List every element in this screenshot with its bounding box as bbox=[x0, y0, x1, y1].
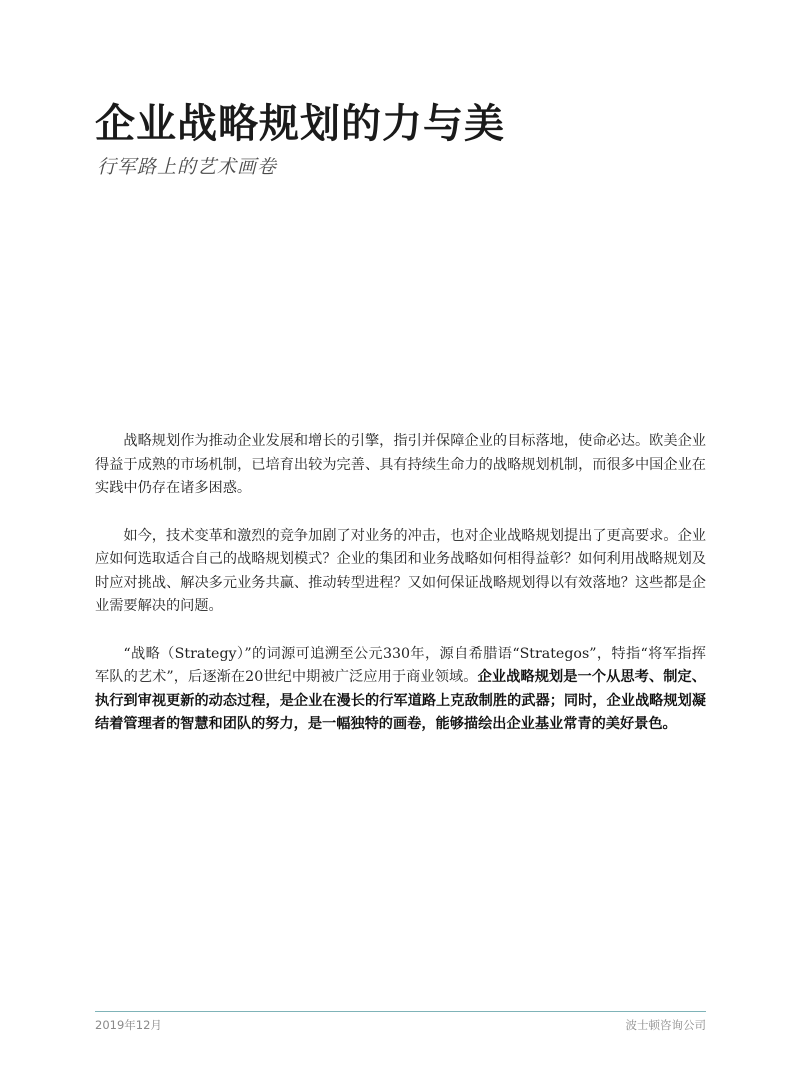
paragraph-3 bbox=[95, 643, 706, 737]
paragraph-2: 如今，技术变革和激烈的竞争加剧了对业务的冲击，也对企业战略规划提出了更高要求。企业应如何选取适合自己的战略规划模式？企业的集团和业务战略如何相得益彰？如何利用战略规划及时应对挑战、解决多元业务共赢、推动转型进程？又如何保证战略规划得以有效落地？这些都是企业需要解决的问题。 bbox=[95, 527, 706, 614]
footer-date: 2019年12月 bbox=[95, 1018, 162, 1032]
paragraph-3-text: “战略（Strategy）”的词源可追溯至公元330年，源自希腊语“Strategos”，特指“将军指挥军队的艺术”，后逐渐在20世纪中期被广泛应用于商业领域。 bbox=[95, 645, 706, 685]
article-body bbox=[95, 430, 706, 761]
page-subtitle: 行军路上的艺术画卷 bbox=[97, 156, 278, 178]
paragraph-1: 战略规划作为推动企业发展和增长的引擎，指引并保障企业的目标落地，使命必达。欧美企业得益于成熟的市场机制，已培育出较为完善、具有持续生命力的战略规划机制，而很多中国企业在实践中仍存在诸多困惑。 bbox=[95, 433, 706, 496]
paragraph-3-bold-text: 企业战略规划是一个从思考、制定、执行到审视更新的动态过程，是企业在漫长的行军道路上克敌制胜的武器；同时，企业战略规划凝结着管理者的智慧和团队的努力，是一幅独特的画卷，能够描绘出企业基业常青的美好景色。 bbox=[95, 669, 706, 732]
footer-company: 波士顿咨询公司 bbox=[625, 1018, 706, 1032]
footer-divider bbox=[95, 1011, 706, 1012]
page-title: 企业战略规划的力与美 bbox=[95, 100, 505, 147]
